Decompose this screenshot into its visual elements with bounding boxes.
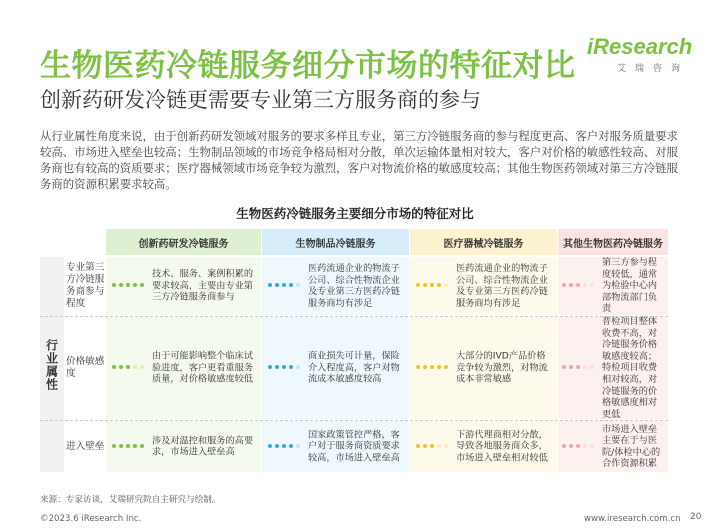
cell-text: 第三方参与程度较低，通常为检验中心内部物流部门负责 xyxy=(602,257,658,315)
rating-dots xyxy=(416,283,452,289)
rating-dots xyxy=(268,444,304,450)
rating-dot-filled xyxy=(268,444,272,448)
table-cell xyxy=(558,257,668,315)
rating-dot-filled xyxy=(275,365,279,369)
rating-dot-filled xyxy=(576,365,580,369)
column-header-other: 其他生物医药冷链服务 xyxy=(558,229,668,255)
table-cell xyxy=(410,421,557,472)
rating-dots xyxy=(112,365,148,371)
row-label-entry-barrier: 进入壁垒 xyxy=(66,440,105,452)
rating-dot-filled xyxy=(126,444,130,448)
rating-dot-filled xyxy=(569,365,573,369)
row-label-price-sensitivity: 价格敏感度 xyxy=(66,356,105,379)
rating-dots xyxy=(416,365,452,371)
rating-dot-filled xyxy=(289,283,293,287)
cell-text: 国家政策管控严格，客户对于服务商资质要求较高，市场进入壁垒高 xyxy=(308,429,400,464)
rating-dot-empty xyxy=(140,365,144,369)
logo-wordmark: iResearch xyxy=(587,34,693,59)
table-cell xyxy=(558,317,668,419)
rating-dot-filled xyxy=(576,283,580,287)
row-label-third-party-participation: 专业第三方冷链服务商参与程度 xyxy=(66,262,105,309)
rating-dot-filled xyxy=(140,444,144,448)
rating-dot-filled xyxy=(275,444,279,448)
rating-dot-empty xyxy=(590,283,594,287)
page-subtitle: 创新药研发冷链更需要专业第三方服务商的参与 xyxy=(40,88,481,112)
table-cell xyxy=(262,257,409,315)
cell-text: 医药流通企业的物流子公司、综合性物流企业及专业第三方医药冷链服务商均有涉足 xyxy=(308,262,400,309)
table-cell xyxy=(262,317,409,419)
cell-text: 市场进入壁垒主要在于与医院/体检中心的合作资源积累 xyxy=(602,423,661,470)
rating-dot-filled xyxy=(569,444,573,448)
rating-dots xyxy=(562,365,596,371)
rating-dot-filled xyxy=(430,365,434,369)
rating-dot-empty xyxy=(583,283,587,287)
rating-dot-filled xyxy=(444,365,448,369)
table-cell xyxy=(262,421,409,472)
cell-text: 大部分的IVD产品价格竞争较为激烈，对物流成本非常敏感 xyxy=(456,350,548,385)
copyright-text: ©2023.6 iResearch Inc. xyxy=(40,514,142,524)
rating-dot-filled xyxy=(119,444,123,448)
rating-dot-filled xyxy=(437,365,441,369)
rating-dot-filled xyxy=(112,283,116,287)
cell-text: 由于可能影响整个临床试验进度，客户更看重服务质量，对价格敏感度较低 xyxy=(152,350,254,385)
iresearch-logo xyxy=(587,34,693,82)
rating-dot-empty xyxy=(296,365,300,369)
rating-dot-filled xyxy=(133,444,137,448)
table-cell xyxy=(410,257,557,315)
table-cell xyxy=(106,317,261,419)
rating-dot-filled xyxy=(282,283,286,287)
column-header-medical-device: 医疗器械冷链服务 xyxy=(410,229,557,255)
rating-dots xyxy=(416,444,452,450)
rating-dots xyxy=(562,283,596,289)
rating-dot-filled xyxy=(416,365,420,369)
table-title: 生物医药冷链服务主要细分市场的特征对比 xyxy=(236,206,474,221)
rating-dot-empty xyxy=(590,444,594,448)
cell-text: 医药流通企业的物流子公司、综合性物流企业及专业第三方医药冷链服务商均有涉足 xyxy=(456,262,548,309)
table-cell xyxy=(106,421,261,472)
cell-text: 普检项目整体收费不高，对冷链服务价格敏感度较高；特检项目收费相对较高，对冷链服务的价格敏感度相对更低 xyxy=(602,315,658,420)
rating-dot-filled xyxy=(126,283,130,287)
rating-dots xyxy=(268,365,304,371)
rating-dot-filled xyxy=(282,444,286,448)
page-number: 20 xyxy=(690,512,702,522)
cell-text: 技术、服务、案例积累的要求较高，主要由专业第三方冷链服务商参与 xyxy=(152,268,254,303)
logo-subtitle: 艾瑞咨询 xyxy=(617,64,690,74)
rating-dot-filled xyxy=(119,365,123,369)
rating-dot-filled xyxy=(282,365,286,369)
rating-dot-empty xyxy=(296,444,300,448)
row-divider xyxy=(40,316,668,317)
rating-dot-filled xyxy=(268,365,272,369)
rating-dot-filled xyxy=(437,283,441,287)
rating-dot-filled xyxy=(430,444,434,448)
cell-text: 涉及对温控和服务的高要求，市场进入壁垒高 xyxy=(152,434,254,458)
rating-dot-empty xyxy=(590,365,594,369)
column-header-innovative-drug: 创新药研发冷链服务 xyxy=(106,229,261,255)
cell-text: 下游代理商相对分散，导致各地服务商众多，市场进入壁垒相对较低 xyxy=(456,429,548,464)
rating-dot-empty xyxy=(437,444,441,448)
table-cell xyxy=(410,317,557,419)
rating-dot-filled xyxy=(416,444,420,448)
rating-dot-filled xyxy=(112,444,116,448)
rating-dot-filled xyxy=(562,444,566,448)
rating-dot-empty xyxy=(444,444,448,448)
intro-paragraph: 从行业属性角度来说，由于创新药研发领域对服务的要求多样且专业，第三方冷链服务商的参与程度更高、客户对服务质量要求较高、市场进入壁垒也较高；生物制品领域的市场竞争格局相对分散，单次运输体量相对较大，客户对价格的敏感性较高、对服务商也有较高的资质要求；医疗器械领域市场竞争较为激烈，客户对物流价格的敏感度较高；其他生物医药领域对第三方冷链服务商的资源积累要求较高。 xyxy=(40,129,678,191)
rating-dot-filled xyxy=(275,283,279,287)
page-title: 生物医药冷链服务细分市场的特征对比 xyxy=(40,48,576,84)
rating-dot-filled xyxy=(562,283,566,287)
rating-dot-empty xyxy=(583,444,587,448)
rating-dot-empty xyxy=(296,283,300,287)
rating-dot-filled xyxy=(576,444,580,448)
rating-dot-filled xyxy=(416,283,420,287)
rating-dot-empty xyxy=(133,365,137,369)
rating-dot-filled xyxy=(423,283,427,287)
rating-dot-filled xyxy=(423,444,427,448)
rating-dot-filled xyxy=(423,365,427,369)
source-note: 来源：专家访谈，艾瑞研究院自主研究与绘制。 xyxy=(40,495,221,505)
rating-dot-empty xyxy=(444,283,448,287)
website-link[interactable]: www.iresearch.com.cn xyxy=(584,514,681,524)
table-cell xyxy=(558,421,668,472)
row-divider xyxy=(40,420,668,421)
rating-dot-filled xyxy=(133,283,137,287)
rating-dot-filled xyxy=(126,365,130,369)
rating-dots xyxy=(562,444,596,450)
rating-dot-filled xyxy=(289,444,293,448)
industry-attribute-side-label xyxy=(40,257,64,472)
rating-dot-filled xyxy=(569,283,573,287)
table-cell xyxy=(106,257,261,315)
rating-dot-empty xyxy=(583,365,587,369)
rating-dots xyxy=(112,444,148,450)
rating-dot-filled xyxy=(119,283,123,287)
rating-dot-filled xyxy=(562,365,566,369)
rating-dot-filled xyxy=(268,283,272,287)
side-label-text: 行业属性 xyxy=(44,338,59,391)
column-header-biologics: 生物制品冷链服务 xyxy=(262,229,409,255)
rating-dots xyxy=(112,283,148,289)
rating-dot-filled xyxy=(112,365,116,369)
rating-dots xyxy=(268,283,304,289)
rating-dot-filled xyxy=(430,283,434,287)
cell-text: 商业损失可计量，保险介入程度高，客户对物流成本敏感度较高 xyxy=(308,350,400,385)
rating-dot-filled xyxy=(289,365,293,369)
rating-dot-filled xyxy=(140,283,144,287)
